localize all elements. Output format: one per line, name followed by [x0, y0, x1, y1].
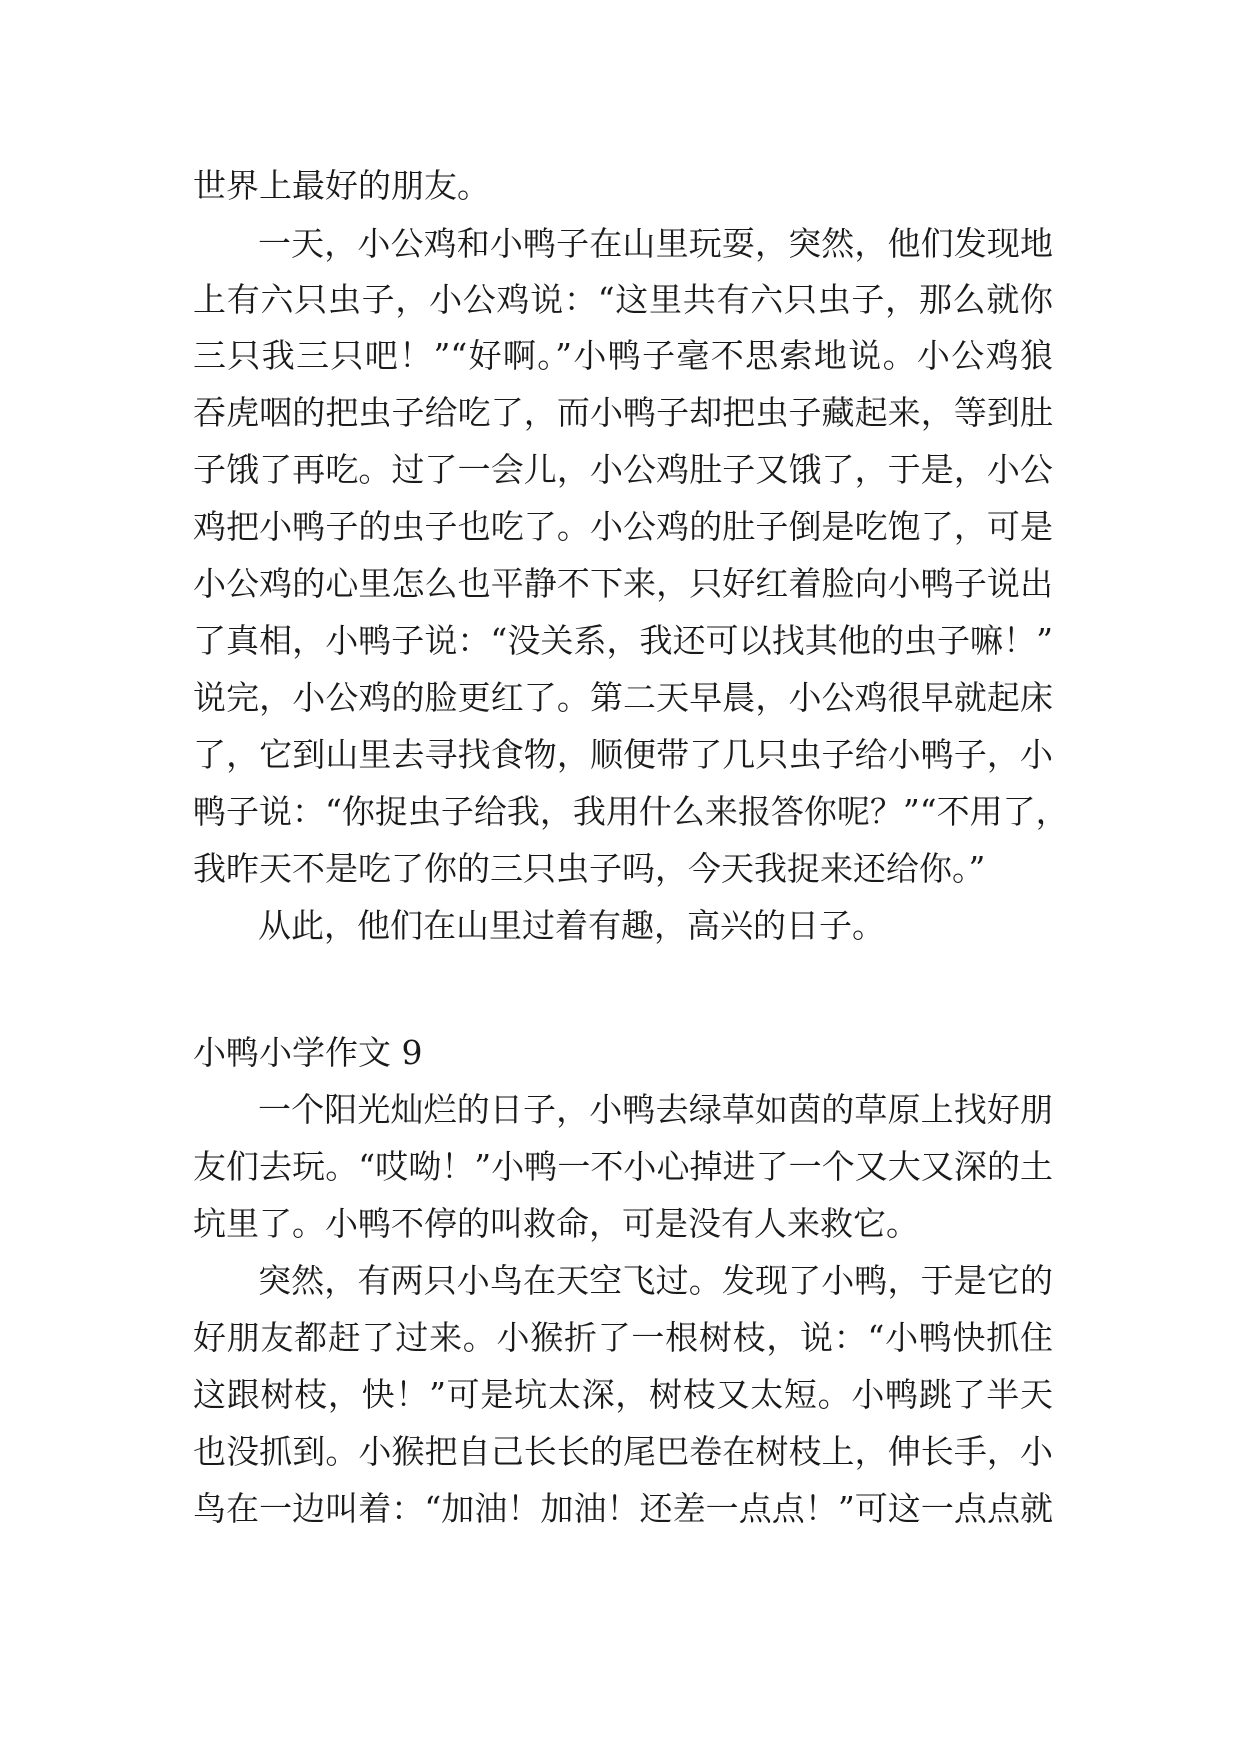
paragraph-line: 坑里了。小鸭不停的叫救命，可是没有人来救它。	[193, 1204, 919, 1243]
paragraph-line: 突然，有两只小鸟在天空飞过。发现了小鸭，于是它的	[258, 1261, 1053, 1300]
paragraph-line: 说完，小公鸡的脸更红了。第二天早晨，小公鸡很早就起床	[193, 678, 1053, 717]
paragraph-line: 三只我三只吧！”“好啊。”小鸭子毫不思索地说。小公鸡狼	[193, 336, 1053, 375]
paragraph-line: 了真相，小鸭子说：“没关系，我还可以找其他的虫子嘛！”	[193, 621, 1053, 660]
paragraph-line: 一个阳光灿烂的日子，小鸭去绿草如茵的草原上找好朋	[258, 1090, 1053, 1129]
paragraph-line: 友们去玩。“哎呦！”小鸭一不小心掉进了一个又大又深的土	[193, 1147, 1053, 1186]
paragraph-line: 鸭子说：“你捉虫子给我，我用什么来报答你呢？”“不用了，	[193, 792, 1069, 831]
paragraph-line: 鸡把小鸭子的虫子也吃了。小公鸡的肚子倒是吃饱了，可是	[193, 507, 1053, 546]
paragraph-line: 也没抓到。小猴把自己长长的尾巴卷在树枝上，伸长手，小	[193, 1432, 1053, 1471]
paragraph-line: 上有六只虫子，小公鸡说：“这里共有六只虫子，那么就你	[193, 280, 1053, 319]
paragraph-line: 小公鸡的心里怎么也平静不下来，只好红着脸向小鸭子说出	[193, 564, 1053, 603]
paragraph-line: 世界上最好的朋友。	[193, 166, 490, 205]
paragraph-line: 从此，他们在山里过着有趣，高兴的日子。	[258, 906, 885, 945]
paragraph-line: 子饿了再吃。过了一会儿，小公鸡肚子又饿了，于是，小公	[193, 450, 1053, 489]
paragraph-line: 了，它到山里去寻找食物，顺便带了几只虫子给小鸭子，小	[193, 735, 1053, 774]
paragraph-line: 我昨天不是吃了你的三只虫子吗，今天我捉来还给你。”	[193, 849, 986, 888]
section-heading: 小鸭小学作文 9	[193, 1033, 423, 1072]
paragraph-line: 鸟在一边叫着：“加油！加油！还差一点点！”可这一点点就	[193, 1489, 1053, 1528]
paragraph-line: 好朋友都赶了过来。小猴折了一根树枝，说：“小鸭快抓住	[193, 1318, 1053, 1357]
paragraph-line: 一天，小公鸡和小鸭子在山里玩耍，突然，他们发现地	[258, 224, 1053, 263]
paragraph-line: 这跟树枝，快！”可是坑太深，树枝又太短。小鸭跳了半天	[193, 1375, 1053, 1414]
paragraph-line: 吞虎咽的把虫子给吃了，而小鸭子却把虫子藏起来，等到肚	[193, 393, 1053, 432]
